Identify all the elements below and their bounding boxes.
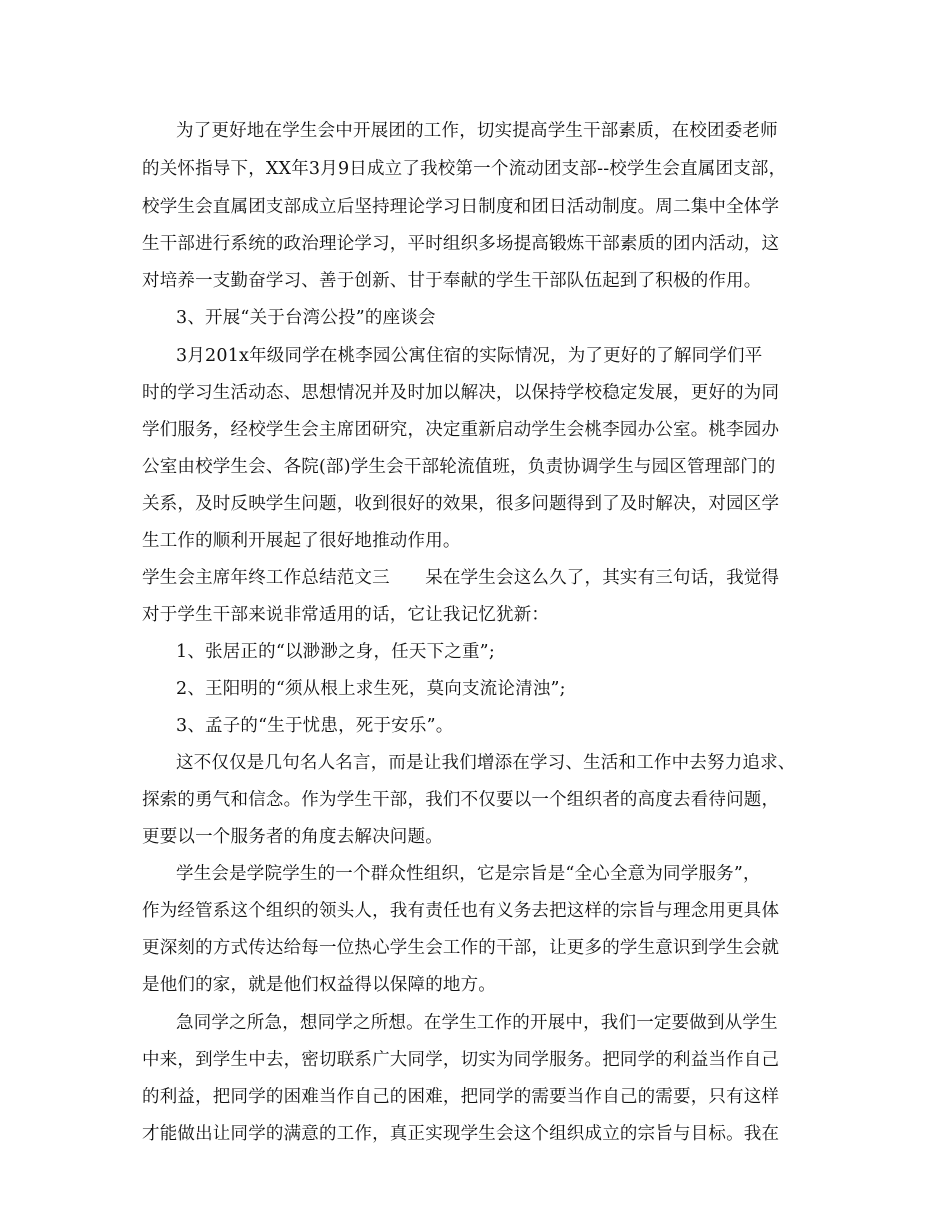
text-line: 这不仅仅是几句名人名言，而是让我们增添在学习、生活和工作中去努力追求、 [176,753,796,773]
text-line: 作为经管系这个组织的领头人，我有责任也有义务去把这样的宗旨与理念用更具体 [142,901,780,921]
text-line: 时的学习生活动态、思想情况并及时加以解决，以保持学校稳定发展，更好的为同 [142,383,780,403]
list-item: 2、王阳明的“须从根上求生死，莫向支流论清浊”; [176,679,566,699]
text-line: 学生会是学院学生的一个群众性组织，它是宗旨是“全心全意为同学服务”， [176,864,761,884]
text-line: 中来，到学生中去，密切联系广大同学，切实为同学服务。把同学的利益当作自己 [142,1050,780,1070]
list-item: 1、张居正的“以渺渺之身，任天下之重”; [176,642,495,662]
text-line: 校学生会直属团支部成立后坚持理论学习日制度和团日活动制度。周二集中全体学 [142,197,780,217]
text-line: 急同学之所急，想同学之所想。在学生工作的开展中，我们一定要做到从学生 [176,1013,778,1033]
text-line: 生工作的顺利开展起了很好地推动作用。 [142,531,461,551]
text-line: 的关怀指导下，XX年3月9日成立了我校第一个流动团支部--校学生会直属团支部， [142,159,787,179]
text-line: 对于学生干部来说非常适用的话，它让我记忆犹新： [142,605,550,625]
text-line: 更要以一个服务者的角度去解决问题。 [142,827,443,847]
text-line: 关系，及时反映学生问题，收到很好的效果，很多问题得到了及时解决，对园区学 [142,494,780,514]
text-line: 更深刻的方式传达给每一位热心学生会工作的干部，让更多的学生意识到学生会就 [142,938,780,958]
text-line: 公室由校学生会、各院(部)学生会干部轮流值班，负责协调学生与园区管理部门的 [142,457,776,477]
text-line: 是他们的家，就是他们权益得以保障的地方。 [142,975,496,995]
text-line: 3月201x年级同学在桃李园公寓住宿的实际情况，为了更好的了解同学们平 [176,346,763,366]
text-line: 探索的勇气和信念。作为学生干部，我们不仅要以一个组织者的高度去看待问题， [142,790,780,810]
text-line: 为了更好地在学生会中开展团的工作，切实提高学生干部素质，在校团委老师 [176,121,778,141]
text-line: 学们服务，经校学生会主席团研究，决定重新启动学生会桃李园办公室。桃李园办 [142,420,780,440]
text-line: 的利益，把同学的困难当作自己的困难，把同学的需要当作自己的需要，只有这样 [142,1087,780,1107]
list-item: 3、孟子的“生于忧患，死于安乐”。 [176,716,454,736]
text-line: 对培养一支勤奋学习、善于创新、甘于奉献的学生干部队伍起到了积极的作用。 [142,271,762,291]
text-line: 才能做出让同学的满意的工作，真正实现学生会这个组织成立的宗旨与目标。我在 [142,1124,780,1144]
text-line: 生干部进行系统的政治理论学习，平时组织多场提高锻炼干部素质的团内活动，这 [142,234,780,254]
section-heading: 3、开展“关于台湾公投”的座谈会 [176,308,436,328]
text-line: 学生会主席年终工作总结范文三 呆在学生会这么久了，其实有三句话，我觉得 [142,568,780,588]
